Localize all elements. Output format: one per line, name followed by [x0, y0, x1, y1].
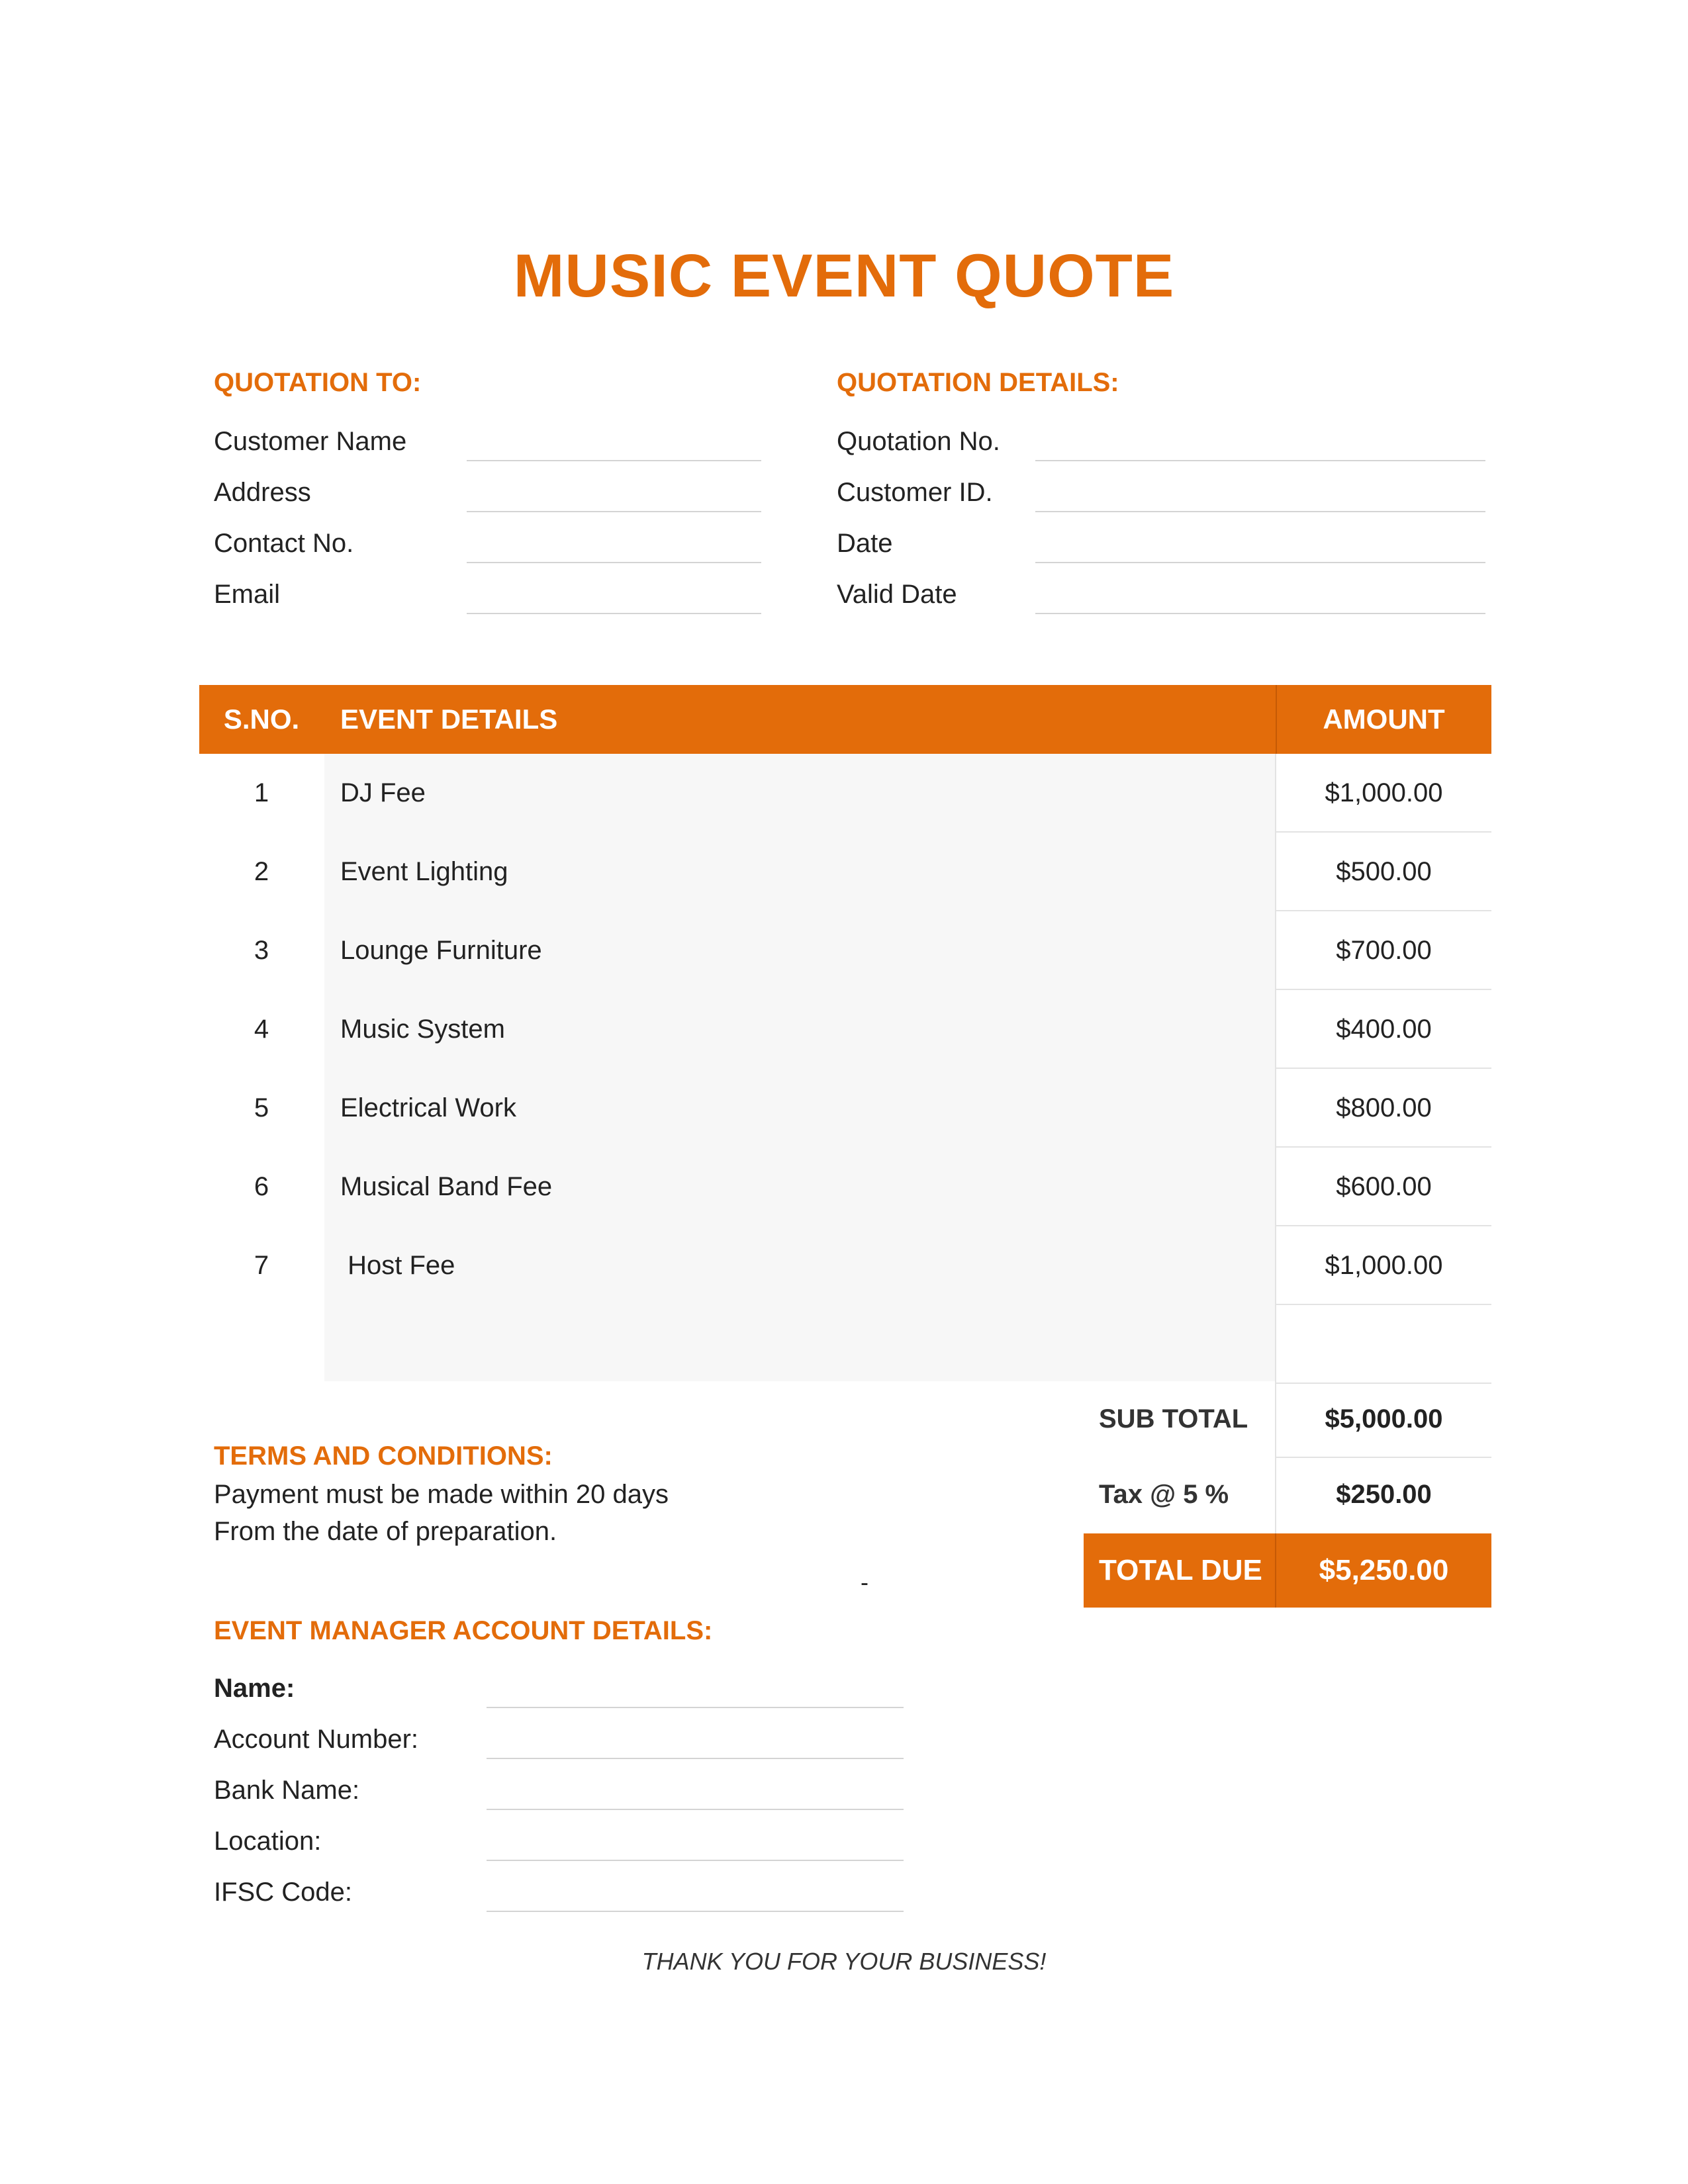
row-event-detail: Host Fee: [340, 1251, 455, 1280]
total-due-bar: [1084, 1533, 1491, 1608]
subtotal-value: $5,000.00: [1325, 1404, 1443, 1433]
date-label: Date: [837, 529, 893, 558]
address-label: Address: [214, 478, 311, 507]
location-field[interactable]: [487, 1860, 904, 1861]
bank-name-field[interactable]: [487, 1809, 904, 1810]
header-event-details: EVENT DETAILS: [340, 704, 558, 735]
row-sno: 6: [254, 1172, 269, 1201]
email-label: Email: [214, 580, 281, 609]
valid-date-label: Valid Date: [837, 580, 957, 609]
header-sno: S.NO.: [223, 704, 300, 735]
customer-id-field[interactable]: [1035, 511, 1485, 512]
terms-line-2: From the date of preparation.: [214, 1517, 557, 1546]
tax-label: Tax @ 5 %: [1099, 1480, 1229, 1509]
quotation-to-heading: QUOTATION TO:: [214, 368, 422, 397]
row-sno: 5: [254, 1093, 269, 1122]
row-amount: $700.00: [1336, 936, 1432, 965]
ifsc-code-label: IFSC Code:: [214, 1878, 352, 1907]
table-row-empty: [199, 1305, 1491, 1384]
terms-line-1: Payment must be made within 20 days: [214, 1480, 669, 1509]
account-number-field[interactable]: [487, 1758, 904, 1759]
table-row: [199, 833, 1491, 911]
table-row: [199, 1226, 1491, 1305]
customer-name-field[interactable]: [467, 460, 761, 461]
address-field[interactable]: [467, 511, 761, 512]
total-due-label: TOTAL DUE: [1099, 1554, 1262, 1586]
quotation-no-field[interactable]: [1035, 460, 1485, 461]
location-label: Location:: [214, 1827, 322, 1856]
email-field[interactable]: [467, 613, 761, 614]
row-event-detail: Electrical Work: [340, 1093, 516, 1122]
row-event-detail: Musical Band Fee: [340, 1172, 553, 1201]
row-event-detail: DJ Fee: [340, 778, 426, 807]
row-event-detail: Event Lighting: [340, 857, 508, 886]
table-row: [199, 1069, 1491, 1148]
row-sno: 2: [254, 857, 269, 886]
customer-name-label: Customer Name: [214, 427, 407, 456]
customer-id-label: Customer ID.: [837, 478, 993, 507]
ifsc-code-field[interactable]: [487, 1911, 904, 1912]
row-amount: $600.00: [1336, 1172, 1432, 1201]
dash-mark: -: [861, 1569, 868, 1596]
table-row: [199, 911, 1491, 990]
row-event-detail: Music System: [340, 1015, 505, 1044]
contact-no-field[interactable]: [467, 562, 761, 563]
quotation-no-label: Quotation No.: [837, 427, 1000, 456]
tax-value: $250.00: [1336, 1480, 1432, 1509]
contact-no-label: Contact No.: [214, 529, 354, 558]
total-due-value: $5,250.00: [1319, 1554, 1449, 1586]
table-row: [199, 754, 1491, 833]
row-amount: $1,000.00: [1325, 1251, 1443, 1280]
row-divider: [1276, 1383, 1491, 1384]
table-header: [199, 685, 1491, 754]
table-row: [199, 1148, 1491, 1226]
account-heading: EVENT MANAGER ACCOUNT DETAILS:: [214, 1616, 713, 1645]
row-amount: $1,000.00: [1325, 778, 1443, 807]
row-sno: 3: [254, 936, 269, 965]
row-amount: $500.00: [1336, 857, 1432, 886]
valid-date-field[interactable]: [1035, 613, 1485, 614]
date-field[interactable]: [1035, 562, 1485, 563]
row-sno: 1: [254, 778, 269, 807]
row-amount: $400.00: [1336, 1015, 1432, 1044]
bank-name-label: Bank Name:: [214, 1776, 360, 1805]
row-amount: $800.00: [1336, 1093, 1432, 1122]
account-number-label: Account Number:: [214, 1725, 419, 1754]
account-name-label: Name:: [214, 1674, 295, 1703]
page-title: MUSIC EVENT QUOTE: [513, 242, 1175, 310]
quotation-details-heading: QUOTATION DETAILS:: [837, 368, 1119, 397]
table-row: [199, 990, 1491, 1069]
row-event-detail: Lounge Furniture: [340, 936, 542, 965]
thank-you-footer: THANK YOU FOR YOUR BUSINESS!: [641, 1948, 1047, 1975]
account-name-field[interactable]: [487, 1707, 904, 1708]
row-sno: 4: [254, 1015, 269, 1044]
row-sno: 7: [254, 1251, 269, 1280]
terms-heading: TERMS AND CONDITIONS:: [214, 1441, 553, 1471]
subtotal-divider: [1276, 1457, 1491, 1458]
subtotal-label: SUB TOTAL: [1099, 1404, 1248, 1433]
header-amount: AMOUNT: [1323, 704, 1445, 735]
